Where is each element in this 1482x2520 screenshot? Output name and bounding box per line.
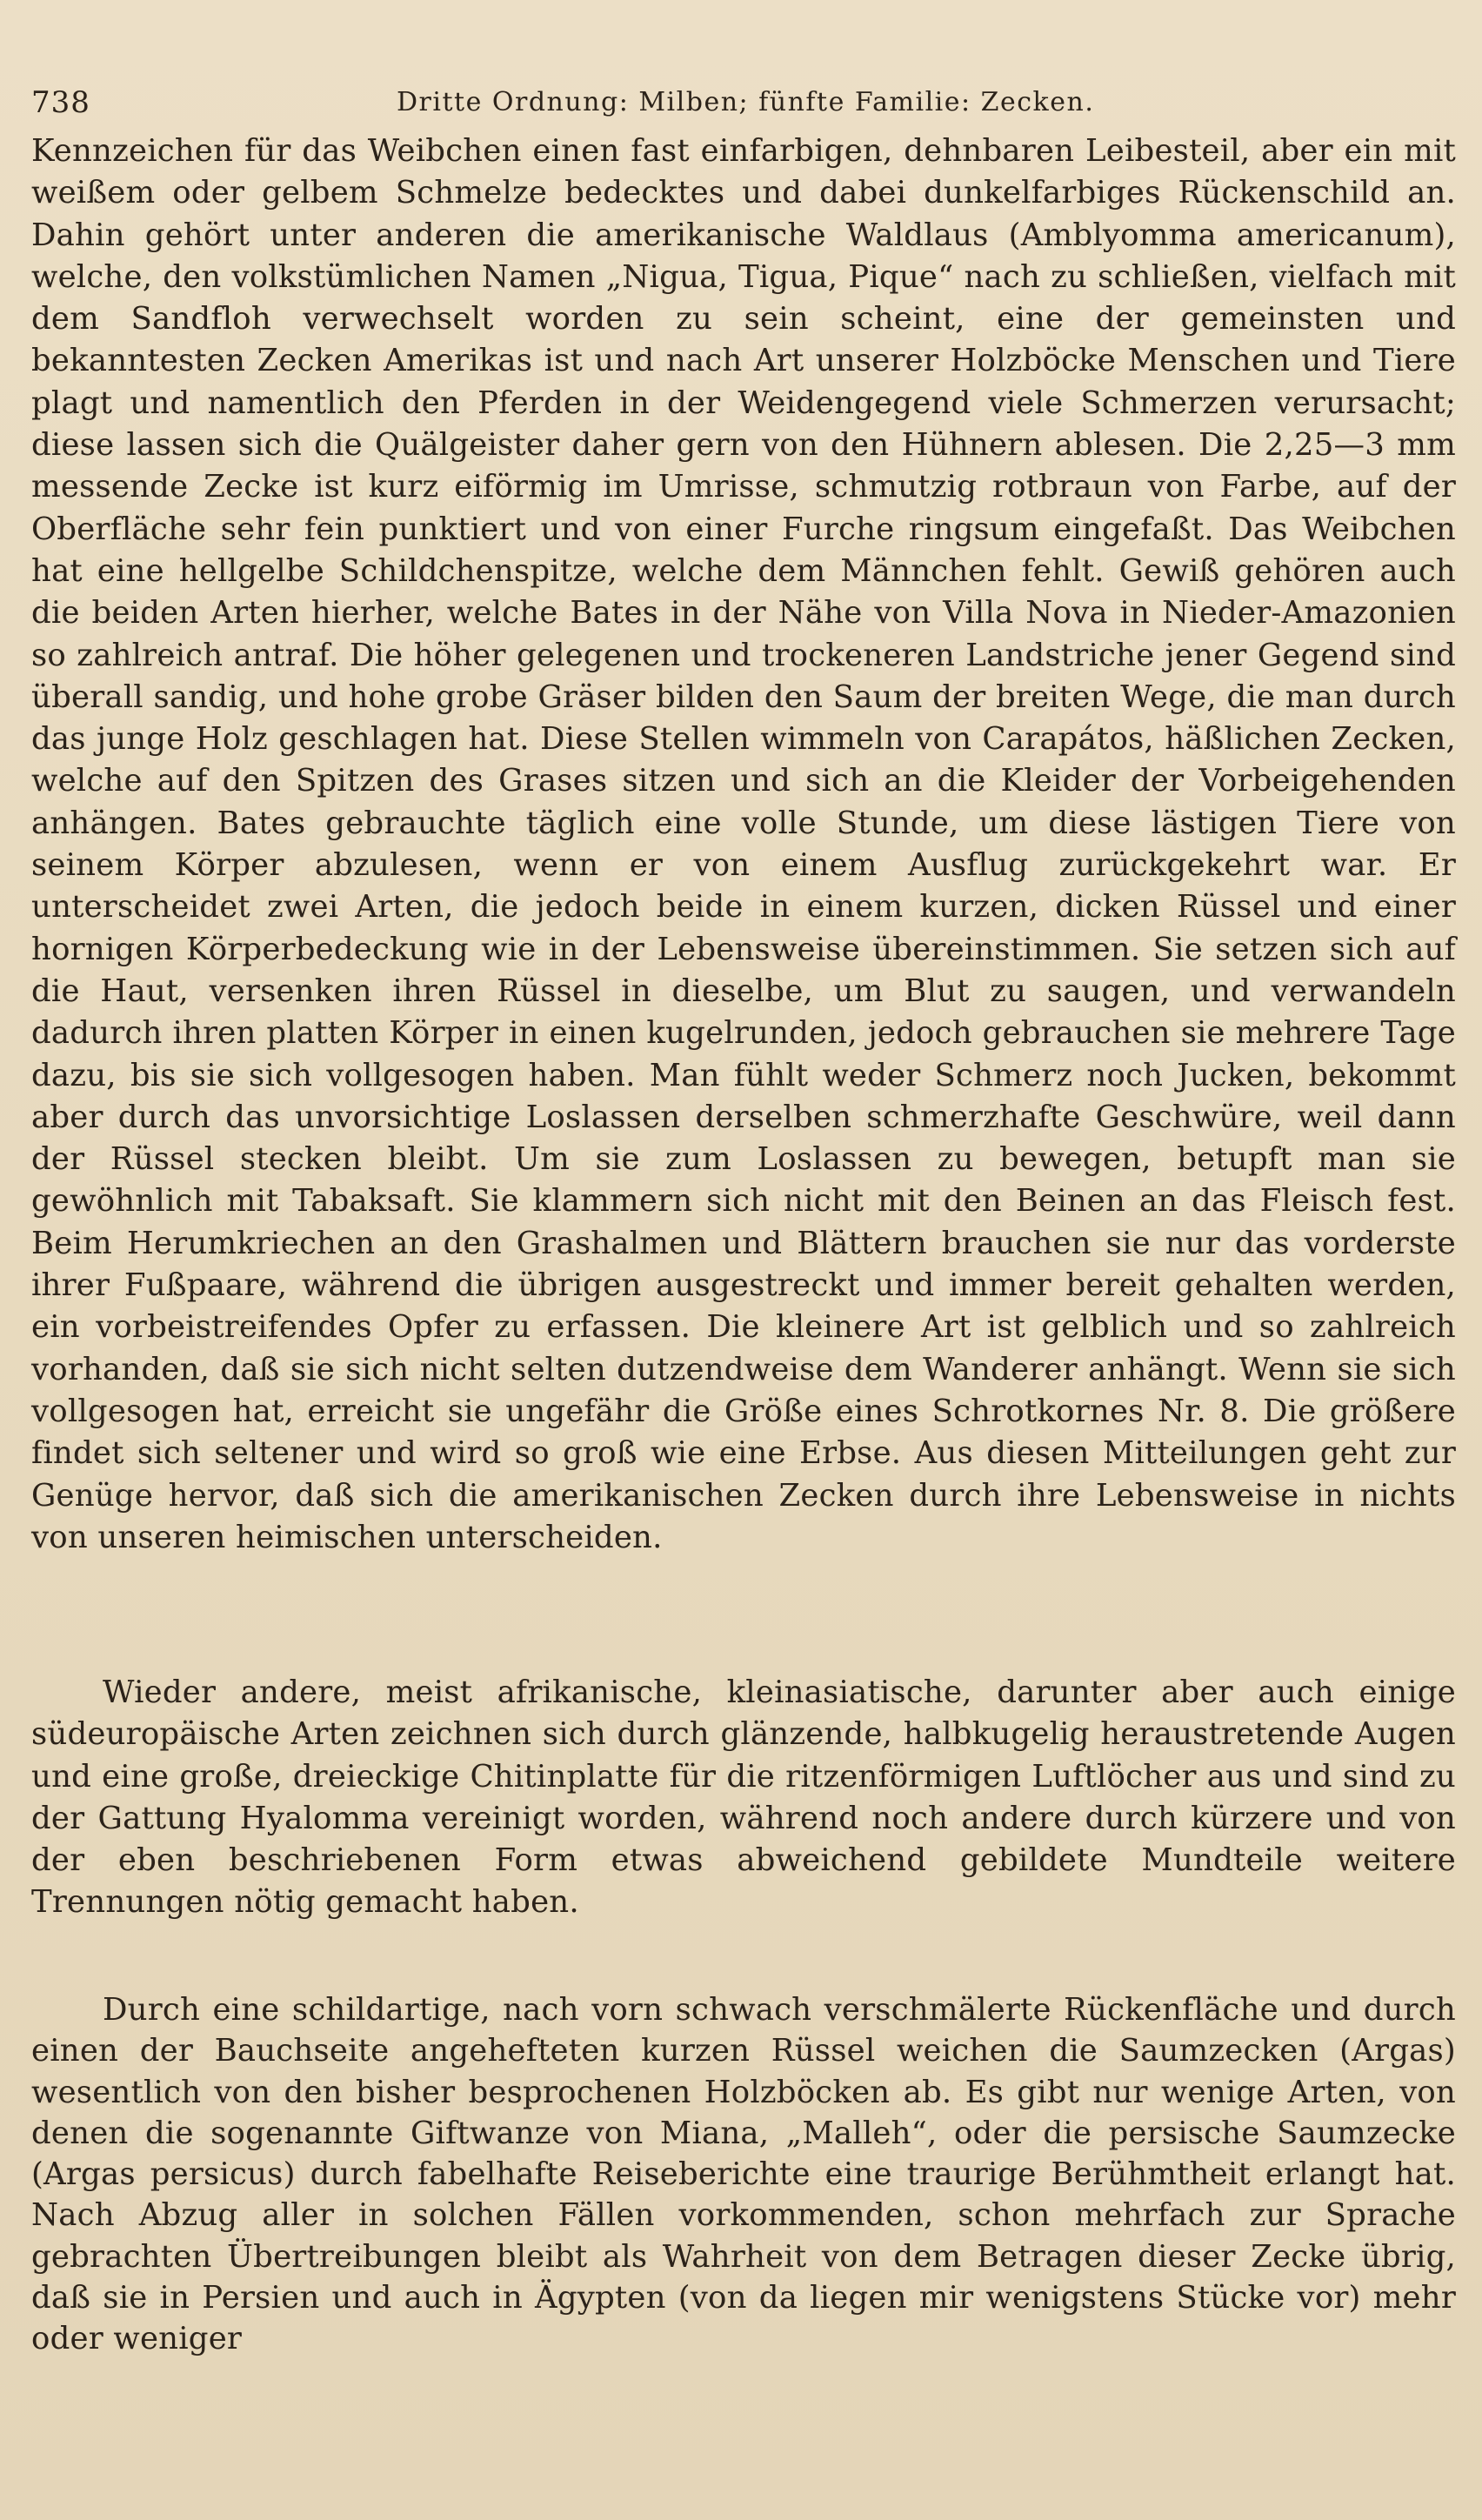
paragraph-text: Wieder andere, meist afrikanische, kleinasiatische, darunter aber auch einige südeuropäische Arten zeichnen sich durch glänzende, halbkugelig heraustretende Augen und eine große, dreieckige Chitinplatte für die ritzenförmigen Luftlöcher aus und sind zu der Gattung Hyalomma vereinigt worden, während noch andere durch kürzere und von der eben beschriebenen Form etwas abweichend gebildete Mundteile weitere Trennungen nötig gemacht haben. (31, 1674, 1456, 1921)
paragraph-text: Kennzeichen für das Weibchen einen fast einfarbigen, dehnbaren Leibesteil, aber ein mit weißem oder gelbem Schmelze bedecktes und dabei dunkelfarbiges Rückenschild an. Dahin gehört unter anderen die amerikanische Waldlaus (Amblyomma americanum), welche, den volkstümlichen Namen „Nigua, Tigua, Pique“ nach zu schließen, vielfach mit dem Sandfloh verwechselt worden zu sein scheint, eine der gemeinsten und bekanntesten Zecken Amerikas ist und nach Art unserer Holzböcke Menschen und Tiere plagt und namentlich den Pferden in der Weidengegend viele Schmerzen verursacht; diese lassen sich die Quälgeister daher gern von den Hühnern ablesen. Die 2,25—3 mm messende Zecke ist kurz eiförmig im Umrisse, schmutzig rotbraun von Farbe, auf der Oberfläche sehr fein punktiert und von einer Furche ringsum eingefaßt. Das Weibchen hat eine hellgelbe Schildchenspitze, welche dem Männchen fehlt. Gewiß gehören auch die beiden Arten hierher, welche Bates in der Nähe von Villa Nova in Nieder-Amazonien so zahlreich antraf. Die höher gelegenen und trockeneren Landstriche jener Gegend sind überall sandig, und hohe grobe Gräser bilden den Saum der breiten Wege, die man durch das junge Holz geschlagen hat. Diese Stellen wimmeln von Carapátos, häßlichen Zecken, welche auf den Spitzen des Grases sitzen und sich an die Kleider der Vorbeigehenden anhängen. Bates gebrauchte täglich eine volle Stunde, um diese lästigen Tiere von seinem Körper abzulesen, wenn er von einem Ausflug zurückgekehrt war. Er unterscheidet zwei Arten, die jedoch beide in einem kurzen, dicken Rüssel und einer hornigen Körperbedeckung wie in der Lebensweise übereinstimmen. Sie setzen sich auf die Haut, versenken ihren Rüssel in dieselbe, um Blut zu saugen, und verwandeln dadurch ihren platten Körper in einen kugelrunden, jedoch gebrauchen sie mehrere Tage dazu, bis sie sich vollgesogen haben. Man fühlt weder Schmerz noch Jucken, bekommt aber durch das unvorsichtige Loslassen derselben schmerzhafte Geschwüre, weil dann der Rüssel stecken bleibt. Um sie zum Loslassen zu bewegen, betupft man sie gewöhnlich mit Tabaksaft. Sie klammern sich nicht mit den Beinen an das Fleisch fest. Beim Herumkriechen an den Grashalmen und Blättern brauchen sie nur das vorderste ihrer Fußpaare, während die übrigen ausgestreckt und immer bereit gehalten werden, ein vorbeistreifendes Opfer zu erfassen. Die kleinere Art ist gelblich und so zahlreich vorhanden, daß sie sich nicht selten dutzendweise dem Wanderer anhängt. Wenn sie sich vollgesogen hat, erreicht sie ungefähr die Größe eines Schrotkornes Nr. 8. Die größere findet sich seltener und wird so groß wie eine Erbse. Aus diesen Mitteilungen geht zur Genüge hervor, daß sich die amerikanischen Zecken durch ihre Lebensweise in nichts von unseren heimischen unterscheiden. (31, 133, 1456, 1555)
page-header (31, 85, 1447, 129)
paragraph-text: Durch eine schildartige, nach vorn schwach verschmälerte Rückenfläche und durch einen der Bauchseite angehefteten kurzen Rüssel weichen die Saumzecken (Argas) wesentlich von den bisher besprochenen Holzböcken ab. Es gibt nur wenige Arten, von denen die sogenannte Giftwanze von Miana, „Malleh“, oder die persische Saumzecke (Argas persicus) durch fabelhafte Reiseberichte eine traurige Berühmtheit erlangt hat. Nach Abzug aller in solchen Fällen vorkommenden, schon mehrfach zur Sprache gebrachten Übertreibungen bleibt als Wahrheit von dem Betragen dieser Zecke übrig, daß sie in Persien und auch in Ägypten (von da liegen mir wenigstens Stücke vor) mehr oder weniger (31, 1992, 1456, 2357)
body-paragraph-argas (31, 1989, 1456, 2360)
body-paragraph-hyalomma (31, 1672, 1456, 1924)
running-head: Dritte Ordnung: Milben; fünfte Familie: Zecken. (397, 87, 1095, 117)
body-paragraph-continued (31, 130, 1456, 1559)
page-number: 738 (31, 85, 90, 120)
